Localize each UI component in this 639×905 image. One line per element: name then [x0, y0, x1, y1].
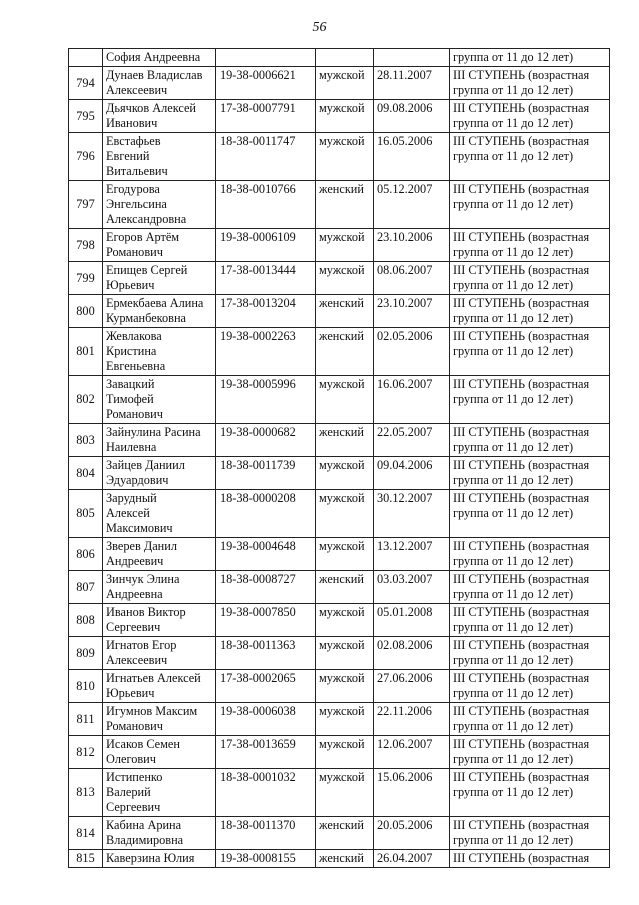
cell-reg-id: 17-38-0002065	[216, 670, 316, 703]
cell-gender: мужской	[316, 133, 374, 181]
cell-name	[103, 133, 216, 181]
table-row	[69, 133, 610, 181]
name-line: Алексеевич	[106, 653, 168, 667]
group-line: III СТУПЕНЬ (возрастная	[453, 851, 590, 865]
table-row	[69, 703, 610, 736]
cell-reg-id: 19-38-0004648	[216, 538, 316, 571]
name-line: Игнатьев Алексей	[106, 671, 201, 685]
table-row	[69, 67, 610, 100]
cell-name	[103, 850, 216, 868]
cell-group	[450, 571, 610, 604]
name-line: Ермекбаева Алина	[106, 296, 204, 310]
cell-reg-id: 18-38-0011739	[216, 457, 316, 490]
table-row	[69, 424, 610, 457]
cell-reg-id: 17-38-0013204	[216, 295, 316, 328]
cell-group	[450, 490, 610, 538]
group-line: III СТУПЕНЬ (возрастная	[453, 329, 590, 343]
cell-reg-id: 19-38-0002263	[216, 328, 316, 376]
name-line: Дунаев Владислав	[106, 68, 203, 82]
cell-birthdate	[374, 49, 450, 67]
table-row	[69, 376, 610, 424]
table-row	[69, 637, 610, 670]
cell-birthdate: 28.11.2007	[374, 67, 450, 100]
table-row	[69, 457, 610, 490]
group-line: III СТУПЕНЬ (возрастная	[453, 671, 590, 685]
name-line: Андреевна	[106, 587, 163, 601]
cell-gender: мужской	[316, 538, 374, 571]
group-line: III СТУПЕНЬ (возрастная	[453, 458, 590, 472]
cell-birthdate: 12.06.2007	[374, 736, 450, 769]
cell-reg-id: 19-38-0006621	[216, 67, 316, 100]
cell-reg-id	[216, 49, 316, 67]
group-line: III СТУПЕНЬ (возрастная	[453, 491, 590, 505]
group-line: группа от 11 до 12 лет)	[453, 344, 574, 358]
cell-birthdate: 13.12.2007	[374, 538, 450, 571]
group-line: группа от 11 до 12 лет)	[453, 473, 574, 487]
cell-reg-id: 19-38-0007850	[216, 604, 316, 637]
table-row	[69, 850, 610, 868]
cell-group	[450, 262, 610, 295]
cell-name	[103, 424, 216, 457]
cell-birthdate: 05.12.2007	[374, 181, 450, 229]
cell-group	[450, 769, 610, 817]
cell-group	[450, 637, 610, 670]
cell-reg-id: 19-38-0006109	[216, 229, 316, 262]
cell-number: 815	[69, 850, 103, 868]
cell-reg-id: 18-38-0011370	[216, 817, 316, 850]
group-line: III СТУПЕНЬ (возрастная	[453, 263, 590, 277]
cell-gender: мужской	[316, 604, 374, 637]
cell-gender: мужской	[316, 457, 374, 490]
name-line: Кабина Арина	[106, 818, 182, 832]
cell-birthdate: 23.10.2006	[374, 229, 450, 262]
cell-name	[103, 703, 216, 736]
cell-gender	[316, 49, 374, 67]
group-line: III СТУПЕНЬ (возрастная	[453, 737, 590, 751]
cell-number: 803	[69, 424, 103, 457]
cell-number: 798	[69, 229, 103, 262]
group-line: группа от 11 до 12 лет)	[453, 149, 574, 163]
cell-group	[450, 295, 610, 328]
group-line: группа от 11 до 12 лет)	[453, 785, 574, 799]
group-line: III СТУПЕНЬ (возрастная	[453, 134, 590, 148]
cell-gender: женский	[316, 817, 374, 850]
cell-group	[450, 604, 610, 637]
cell-birthdate: 09.04.2006	[374, 457, 450, 490]
cell-number: 800	[69, 295, 103, 328]
group-line: группа от 11 до 12 лет)	[453, 50, 574, 64]
name-line: Романович	[106, 719, 163, 733]
table-row	[69, 490, 610, 538]
cell-group	[450, 100, 610, 133]
cell-gender: женский	[316, 424, 374, 457]
name-line: Епищев Сергей	[106, 263, 188, 277]
table-row	[69, 571, 610, 604]
cell-gender: мужской	[316, 736, 374, 769]
cell-name	[103, 376, 216, 424]
cell-gender: мужской	[316, 229, 374, 262]
name-line: Максимович	[106, 521, 173, 535]
cell-number: 814	[69, 817, 103, 850]
table-row	[69, 328, 610, 376]
table-row	[69, 229, 610, 262]
cell-reg-id: 19-38-0006038	[216, 703, 316, 736]
cell-gender: мужской	[316, 769, 374, 817]
cell-birthdate: 23.10.2007	[374, 295, 450, 328]
name-line: Зарудный	[106, 491, 157, 505]
cell-birthdate: 20.05.2006	[374, 817, 450, 850]
name-line: Егодурова	[106, 182, 160, 196]
name-line: Сергеевич	[106, 620, 161, 634]
cell-name	[103, 670, 216, 703]
cell-birthdate: 26.04.2007	[374, 850, 450, 868]
table-row	[69, 736, 610, 769]
name-line: Витальевич	[106, 164, 168, 178]
group-line: группа от 11 до 12 лет)	[453, 686, 574, 700]
cell-group	[450, 457, 610, 490]
cell-group	[450, 670, 610, 703]
table-row	[69, 769, 610, 817]
cell-gender: женский	[316, 571, 374, 604]
group-line: III СТУПЕНЬ (возрастная	[453, 605, 590, 619]
cell-number: 805	[69, 490, 103, 538]
cell-group	[450, 229, 610, 262]
group-line: III СТУПЕНЬ (возрастная	[453, 818, 590, 832]
name-line: Алексей	[106, 506, 150, 520]
name-line: Сергеевич	[106, 800, 161, 814]
cell-birthdate: 02.08.2006	[374, 637, 450, 670]
name-line: Владимировна	[106, 833, 184, 847]
cell-number	[69, 49, 103, 67]
cell-group	[450, 67, 610, 100]
cell-group	[450, 376, 610, 424]
name-line: Олегович	[106, 752, 156, 766]
cell-name	[103, 229, 216, 262]
name-line: Зверев Данил	[106, 539, 177, 553]
cell-reg-id: 18-38-0000208	[216, 490, 316, 538]
cell-reg-id: 19-38-0005996	[216, 376, 316, 424]
cell-name	[103, 262, 216, 295]
cell-number: 807	[69, 571, 103, 604]
table-row	[69, 604, 610, 637]
name-line: Зайнулина Расина	[106, 425, 201, 439]
cell-birthdate: 02.05.2006	[374, 328, 450, 376]
group-line: III СТУПЕНЬ (возрастная	[453, 770, 590, 784]
table-body	[69, 49, 610, 868]
page-number: 56	[312, 20, 327, 35]
cell-gender: женский	[316, 181, 374, 229]
name-line: Александровна	[106, 212, 187, 226]
table-row	[69, 538, 610, 571]
cell-group	[450, 49, 610, 67]
group-line: III СТУПЕНЬ (возрастная	[453, 572, 590, 586]
cell-gender: женский	[316, 295, 374, 328]
cell-reg-id: 18-38-0010766	[216, 181, 316, 229]
cell-reg-id: 18-38-0011363	[216, 637, 316, 670]
cell-name	[103, 538, 216, 571]
cell-name	[103, 817, 216, 850]
cell-number: 809	[69, 637, 103, 670]
name-line: София Андреевна	[106, 50, 201, 64]
name-line: Иванович	[106, 116, 158, 130]
group-line: группа от 11 до 12 лет)	[453, 587, 574, 601]
group-line: III СТУПЕНЬ (возрастная	[453, 68, 590, 82]
cell-name	[103, 736, 216, 769]
cell-birthdate: 30.12.2007	[374, 490, 450, 538]
group-line: III СТУПЕНЬ (возрастная	[453, 425, 590, 439]
cell-reg-id: 17-38-0007791	[216, 100, 316, 133]
cell-gender: мужской	[316, 637, 374, 670]
participants-table	[68, 48, 610, 868]
cell-birthdate: 05.01.2008	[374, 604, 450, 637]
group-line: группа от 11 до 12 лет)	[453, 620, 574, 634]
group-line: III СТУПЕНЬ (возрастная	[453, 539, 590, 553]
cell-name	[103, 328, 216, 376]
cell-group	[450, 703, 610, 736]
name-line: Романович	[106, 407, 163, 421]
name-line: Евгений	[106, 149, 150, 163]
name-line: Юрьевич	[106, 686, 155, 700]
group-line: III СТУПЕНЬ (возрастная	[453, 230, 590, 244]
table-row	[69, 262, 610, 295]
table-row	[69, 100, 610, 133]
cell-number: 794	[69, 67, 103, 100]
cell-name	[103, 457, 216, 490]
group-line: группа от 11 до 12 лет)	[453, 278, 574, 292]
cell-reg-id: 18-38-0001032	[216, 769, 316, 817]
cell-name	[103, 49, 216, 67]
cell-birthdate: 16.05.2006	[374, 133, 450, 181]
group-line: группа от 11 до 12 лет)	[453, 311, 574, 325]
table-row	[69, 817, 610, 850]
name-line: Кристина	[106, 344, 157, 358]
name-line: Романович	[106, 245, 163, 259]
group-line: группа от 11 до 12 лет)	[453, 83, 574, 97]
cell-number: 810	[69, 670, 103, 703]
cell-group	[450, 328, 610, 376]
name-line: Эдуардович	[106, 473, 169, 487]
name-line: Валерий	[106, 785, 151, 799]
group-line: группа от 11 до 12 лет)	[453, 245, 574, 259]
cell-gender: мужской	[316, 703, 374, 736]
group-line: группа от 11 до 12 лет)	[453, 506, 574, 520]
cell-number: 795	[69, 100, 103, 133]
cell-group	[450, 817, 610, 850]
table-row-continuation	[69, 49, 610, 67]
cell-number: 801	[69, 328, 103, 376]
group-line: III СТУПЕНЬ (возрастная	[453, 704, 590, 718]
cell-gender: мужской	[316, 376, 374, 424]
cell-gender: мужской	[316, 67, 374, 100]
group-line: группа от 11 до 12 лет)	[453, 116, 574, 130]
name-line: Жевлакова	[106, 329, 162, 343]
name-line: Игнатов Егор	[106, 638, 177, 652]
name-line: Истипенко	[106, 770, 163, 784]
cell-birthdate: 15.06.2006	[374, 769, 450, 817]
name-line: Исаков Семен	[106, 737, 180, 751]
group-line: группа от 11 до 12 лет)	[453, 392, 574, 406]
cell-birthdate: 03.03.2007	[374, 571, 450, 604]
cell-number: 808	[69, 604, 103, 637]
name-line: Егоров Артём	[106, 230, 180, 244]
cell-gender: мужской	[316, 490, 374, 538]
cell-group	[450, 133, 610, 181]
name-line: Наилевна	[106, 440, 157, 454]
cell-birthdate: 27.06.2006	[374, 670, 450, 703]
cell-number: 811	[69, 703, 103, 736]
cell-gender: женский	[316, 328, 374, 376]
table-row	[69, 181, 610, 229]
cell-group	[450, 181, 610, 229]
cell-birthdate: 22.05.2007	[374, 424, 450, 457]
cell-group	[450, 424, 610, 457]
cell-name	[103, 100, 216, 133]
name-line: Алексеевич	[106, 83, 168, 97]
cell-reg-id: 19-38-0000682	[216, 424, 316, 457]
participants-table-wrap	[68, 48, 609, 868]
cell-reg-id: 18-38-0008727	[216, 571, 316, 604]
cell-reg-id: 17-38-0013444	[216, 262, 316, 295]
table-row	[69, 295, 610, 328]
name-line: Завацкий	[106, 377, 155, 391]
cell-name	[103, 604, 216, 637]
cell-gender: мужской	[316, 670, 374, 703]
cell-gender: мужской	[316, 262, 374, 295]
cell-number: 796	[69, 133, 103, 181]
group-line: группа от 11 до 12 лет)	[453, 554, 574, 568]
group-line: III СТУПЕНЬ (возрастная	[453, 377, 590, 391]
cell-birthdate: 16.06.2007	[374, 376, 450, 424]
group-line: III СТУПЕНЬ (возрастная	[453, 101, 590, 115]
group-line: группа от 11 до 12 лет)	[453, 440, 574, 454]
name-line: Андреевич	[106, 554, 164, 568]
table-row	[69, 670, 610, 703]
cell-reg-id: 17-38-0013659	[216, 736, 316, 769]
cell-number: 804	[69, 457, 103, 490]
name-line: Дьячков Алексей	[106, 101, 197, 115]
group-line: группа от 11 до 12 лет)	[453, 719, 574, 733]
name-line: Тимофей	[106, 392, 154, 406]
cell-group	[450, 736, 610, 769]
cell-number: 813	[69, 769, 103, 817]
cell-birthdate: 22.11.2006	[374, 703, 450, 736]
cell-number: 799	[69, 262, 103, 295]
name-line: Курманбековна	[106, 311, 187, 325]
name-line: Евгеньевна	[106, 359, 166, 373]
cell-number: 797	[69, 181, 103, 229]
cell-name	[103, 769, 216, 817]
cell-name	[103, 295, 216, 328]
cell-name	[103, 571, 216, 604]
cell-name	[103, 637, 216, 670]
name-line: Иванов Виктор	[106, 605, 186, 619]
cell-number: 802	[69, 376, 103, 424]
name-line: Юрьевич	[106, 278, 155, 292]
cell-name	[103, 181, 216, 229]
group-line: группа от 11 до 12 лет)	[453, 752, 574, 766]
group-line: III СТУПЕНЬ (возрастная	[453, 638, 590, 652]
cell-number: 806	[69, 538, 103, 571]
cell-group	[450, 850, 610, 868]
name-line: Энгельсина	[106, 197, 167, 211]
cell-reg-id: 19-38-0008155	[216, 850, 316, 868]
name-line: Евстафьев	[106, 134, 161, 148]
cell-reg-id: 18-38-0011747	[216, 133, 316, 181]
name-line: Игумнов Максим	[106, 704, 198, 718]
cell-birthdate: 08.06.2007	[374, 262, 450, 295]
cell-number: 812	[69, 736, 103, 769]
name-line: Зинчук Элина	[106, 572, 180, 586]
cell-gender: мужской	[316, 100, 374, 133]
cell-gender: женский	[316, 850, 374, 868]
cell-name	[103, 67, 216, 100]
group-line: группа от 11 до 12 лет)	[453, 833, 574, 847]
group-line: III СТУПЕНЬ (возрастная	[453, 296, 590, 310]
cell-birthdate: 09.08.2006	[374, 100, 450, 133]
cell-name	[103, 490, 216, 538]
group-line: группа от 11 до 12 лет)	[453, 653, 574, 667]
cell-group	[450, 538, 610, 571]
group-line: III СТУПЕНЬ (возрастная	[453, 182, 590, 196]
name-line: Зайцев Даниил	[106, 458, 185, 472]
group-line: группа от 11 до 12 лет)	[453, 197, 574, 211]
name-line: Каверзина Юлия	[106, 851, 195, 865]
